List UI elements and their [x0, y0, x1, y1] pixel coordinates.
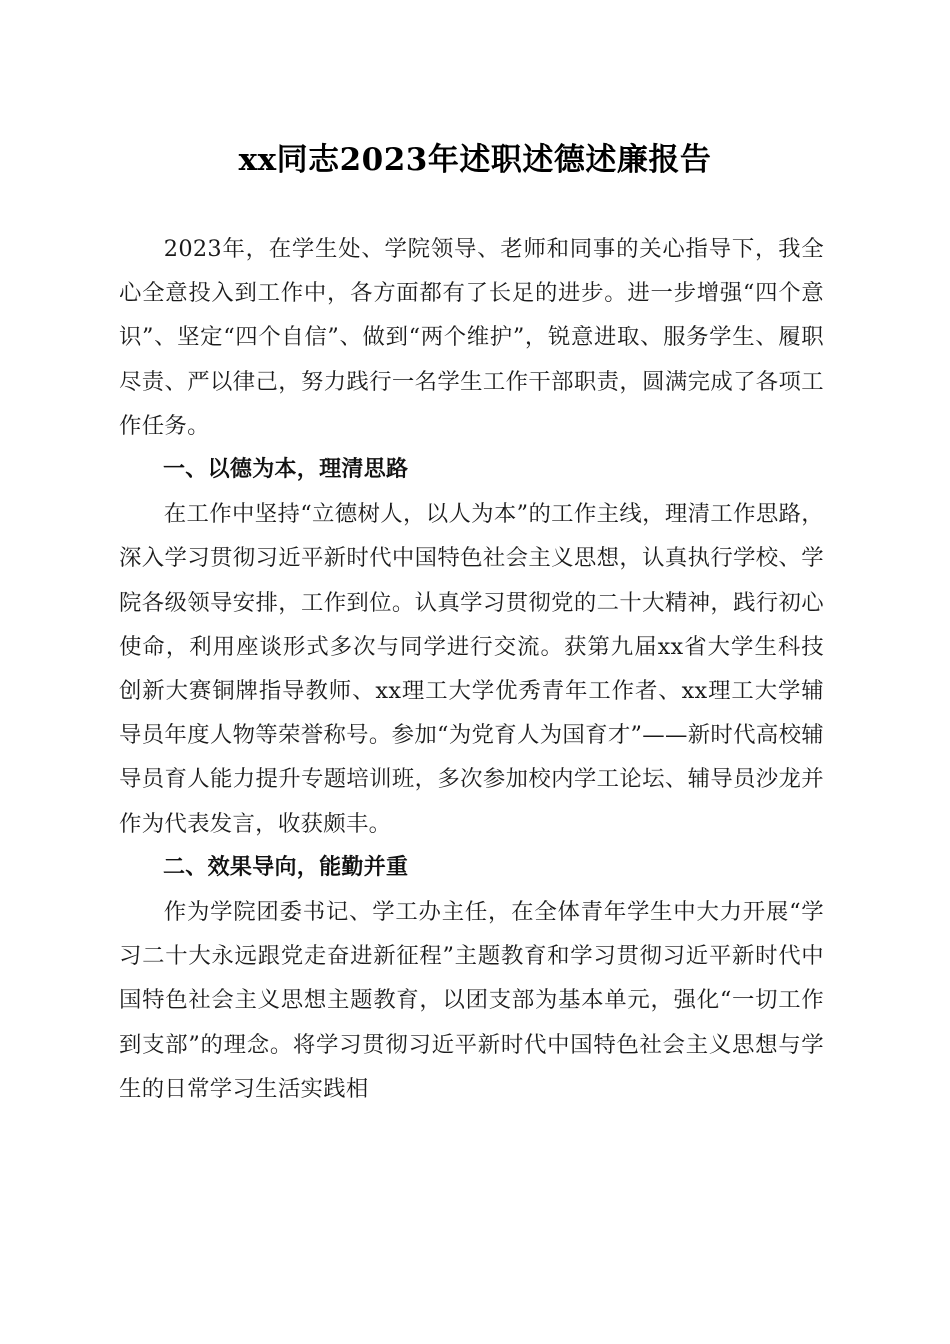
intro-paragraph: 2023年，在学生处、学院领导、老师和同事的关心指导下，我全心全意投入到工作中，各方面都有了长足的进步。进一步增强“四个意识”、坚定“四个自信”、做到“两个维护”，锐意进取、服务学生、履职尽责、严以律己，努力践行一名学生工作干部职责，圆满完成了各项工作任务。: [119, 236, 824, 439]
section-heading-1: 一、以德为本，理清思路: [163, 457, 409, 483]
document-title: xx同志2023年述职述德述廉报告: [238, 142, 712, 178]
document-body: [119, 227, 824, 1111]
section-1-paragraph: 在工作中坚持“立德树人，以人为本”的工作主线，理清工作思路，深入学习贯彻习近平新时代中国特色社会主义思想，认真执行学校、学院各级领导安排，工作到位。认真学习贯彻党的二十大精神，践行初心使命，利用座谈形式多次与同学进行交流。获第九届xx省大学生科技创新大赛铜牌指导教师、xx理工大学优秀青年工作者、xx理工大学辅导员年度人物等荣誉称号。参加“为党育人为国育才”——新时代高校辅导员育人能力提升专题培训班，多次参加校内学工论坛、辅导员沙龙并作为代表发言，收获颇丰。: [119, 501, 824, 837]
section-2-paragraph: 作为学院团委书记、学工办主任，在全体青年学生中大力开展“学习二十大永远跟党走奋进新征程”主题教育和学习贯彻习近平新时代中国特色社会主义思想主题教育，以团支部为基本单元，强化“一切工作到支部”的理念。将学习贯彻习近平新时代中国特色社会主义思想与学生的日常学习生活实践相: [119, 899, 824, 1102]
section-heading-2: 二、效果导向，能勤并重: [163, 854, 409, 880]
